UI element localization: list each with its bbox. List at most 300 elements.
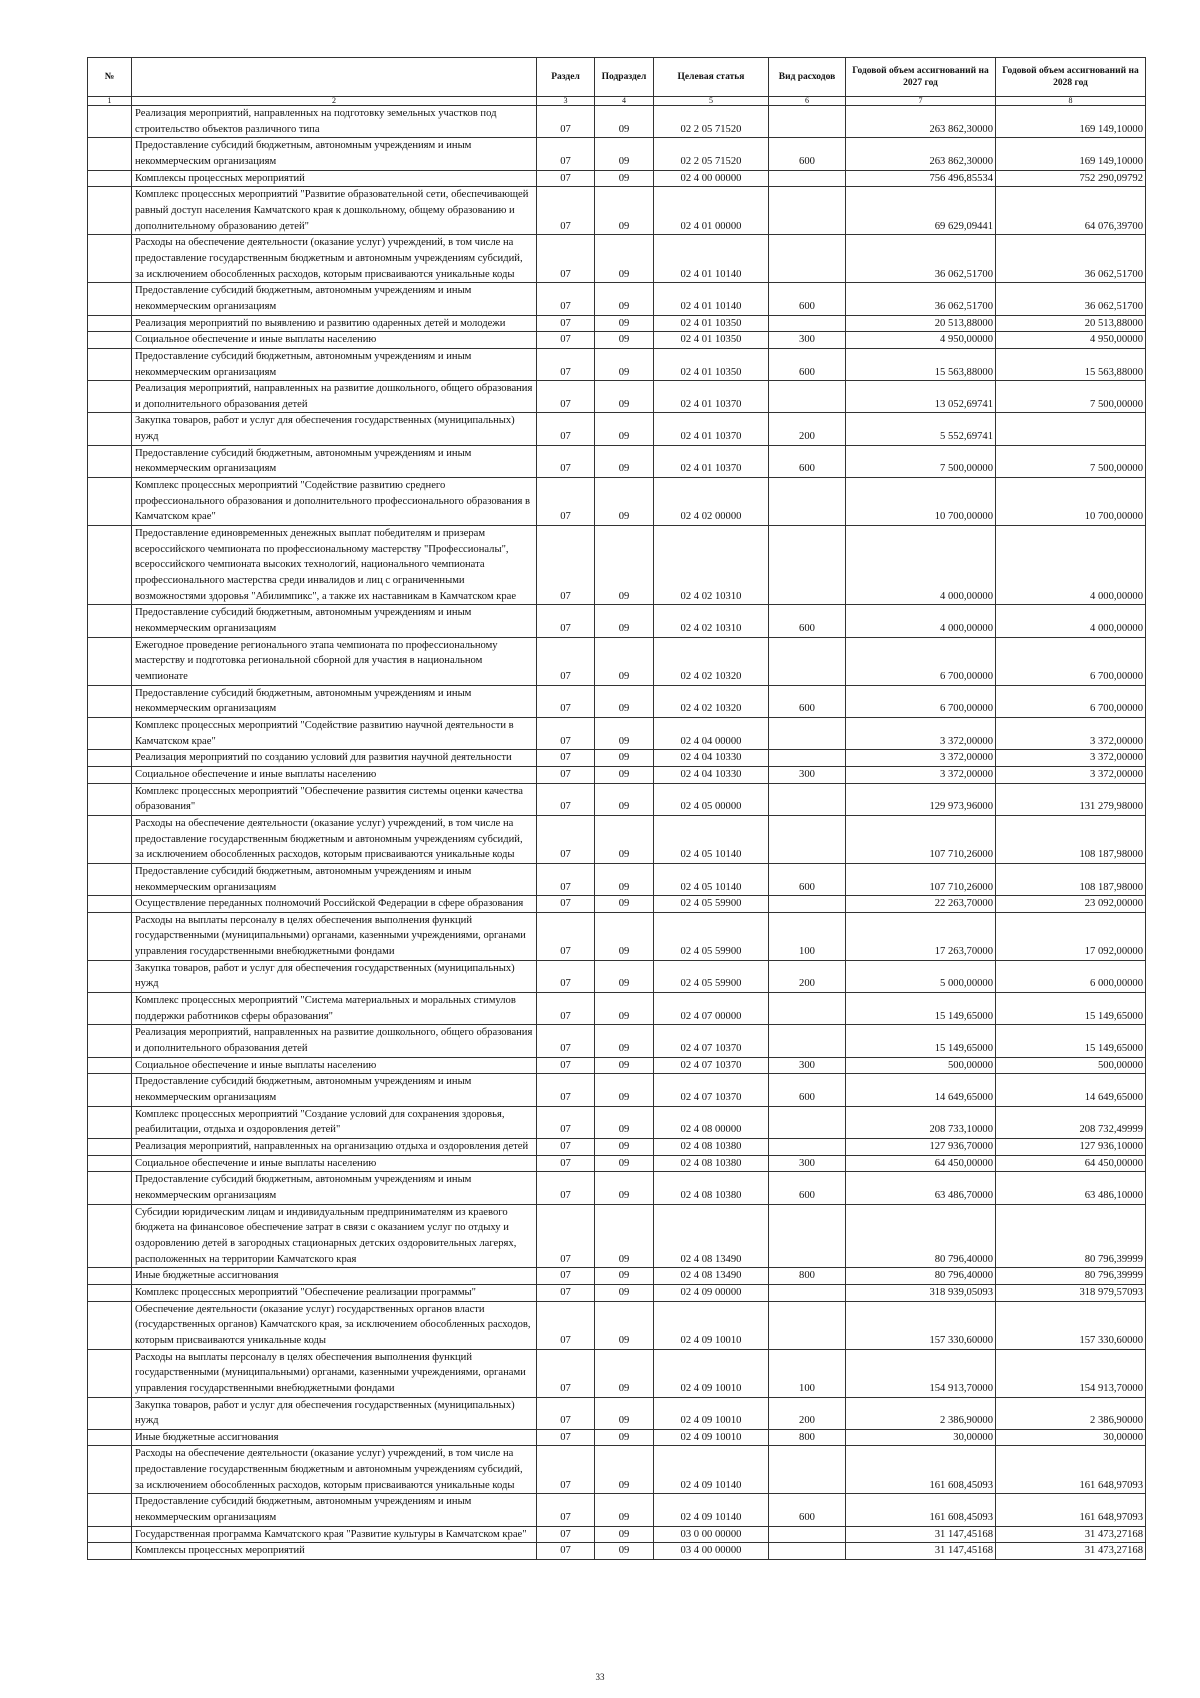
cell-target-article: 02 4 08 10380 — [654, 1139, 769, 1156]
cell-volume-2027: 3 372,00000 — [846, 766, 996, 783]
cell-volume-2027: 17 263,70000 — [846, 912, 996, 960]
cell-target-article: 02 4 01 10370 — [654, 445, 769, 477]
cell-target-article: 02 4 09 10010 — [654, 1301, 769, 1349]
cell-expense-type: 200 — [769, 1397, 846, 1429]
cell-number — [88, 1025, 132, 1057]
cell-volume-2027: 63 486,70000 — [846, 1172, 996, 1204]
cell-volume-2027: 4 000,00000 — [846, 605, 996, 637]
cell-razdel: 07 — [537, 863, 595, 895]
cell-expense-type — [769, 1025, 846, 1057]
cell-podrazdel: 09 — [595, 1155, 654, 1172]
cell-volume-2027: 5 552,69741 — [846, 413, 996, 445]
cell-number — [88, 445, 132, 477]
cell-volume-2028: 108 187,98000 — [996, 863, 1146, 895]
cell-razdel: 07 — [537, 1446, 595, 1494]
cell-volume-2027: 107 710,26000 — [846, 815, 996, 863]
cell-volume-2028: 169 149,10000 — [996, 106, 1146, 138]
cell-volume-2028: 169 149,10000 — [996, 138, 1146, 170]
cell-target-article: 02 4 01 10140 — [654, 283, 769, 315]
cell-volume-2027: 31 147,45168 — [846, 1526, 996, 1543]
cell-expense-type: 300 — [769, 1057, 846, 1074]
cell-podrazdel: 09 — [595, 912, 654, 960]
table-row — [88, 685, 1146, 717]
cell-name: Комплексы процессных мероприятий — [132, 170, 537, 187]
cell-name: Закупка товаров, работ и услуг для обеспечения государственных (муниципальных) нужд — [132, 413, 537, 445]
cell-number — [88, 332, 132, 349]
cell-volume-2027: 7 500,00000 — [846, 445, 996, 477]
cell-volume-2028: 30,00000 — [996, 1429, 1146, 1446]
table-row — [88, 235, 1146, 283]
cell-name: Предоставление субсидий бюджетным, автономным учреждениям и иным некоммерческим организациям — [132, 348, 537, 380]
table-header-row — [88, 58, 1146, 97]
cell-number — [88, 605, 132, 637]
cell-number — [88, 637, 132, 685]
cell-name: Предоставление субсидий бюджетным, автономным учреждениям и иным некоммерческим организациям — [132, 283, 537, 315]
cell-number — [88, 896, 132, 913]
cell-razdel: 07 — [537, 170, 595, 187]
cell-volume-2027: 129 973,96000 — [846, 783, 996, 815]
table-row — [88, 1025, 1146, 1057]
cell-razdel: 07 — [537, 315, 595, 332]
cell-podrazdel: 09 — [595, 1429, 654, 1446]
cell-podrazdel: 09 — [595, 605, 654, 637]
cell-number — [88, 478, 132, 526]
cell-expense-type — [769, 381, 846, 413]
header-volume-2027: Годовой объем ассигнований на 2027 год — [846, 58, 996, 97]
cell-name: Обеспечение деятельности (оказание услуг) государственных органов власти (государственных органов) Камчатского края, за исключением обособленных расходов, которым присваиваются уникальные коды — [132, 1301, 537, 1349]
cell-volume-2028: 36 062,51700 — [996, 235, 1146, 283]
cell-volume-2028: 318 979,57093 — [996, 1284, 1146, 1301]
cell-razdel: 07 — [537, 993, 595, 1025]
cell-expense-type: 600 — [769, 1494, 846, 1526]
table-row — [88, 993, 1146, 1025]
cell-target-article: 02 4 07 10370 — [654, 1057, 769, 1074]
cell-podrazdel: 09 — [595, 685, 654, 717]
cell-podrazdel: 09 — [595, 283, 654, 315]
header-volume-2028: Годовой объем ассигнований на 2028 год — [996, 58, 1146, 97]
column-number: 8 — [996, 97, 1146, 106]
cell-volume-2028: 4 000,00000 — [996, 526, 1146, 605]
cell-target-article: 02 2 05 71520 — [654, 138, 769, 170]
cell-number — [88, 1349, 132, 1397]
cell-volume-2028: 6 000,00000 — [996, 960, 1146, 992]
cell-razdel: 07 — [537, 912, 595, 960]
table-row — [88, 1397, 1146, 1429]
cell-expense-type: 600 — [769, 1074, 846, 1106]
budget-table-sheet — [87, 57, 1146, 1560]
cell-podrazdel: 09 — [595, 1139, 654, 1156]
cell-podrazdel: 09 — [595, 1172, 654, 1204]
cell-volume-2027: 15 149,65000 — [846, 993, 996, 1025]
cell-razdel: 07 — [537, 1106, 595, 1138]
table-row — [88, 637, 1146, 685]
cell-name: Расходы на выплаты персоналу в целях обеспечения выполнения функций государственными (муниципальными) органами, казенными учреждениями, органами управления государственными внебюджетными фондами — [132, 912, 537, 960]
cell-target-article: 02 4 02 10320 — [654, 685, 769, 717]
column-number: 4 — [595, 97, 654, 106]
cell-number — [88, 1268, 132, 1285]
cell-podrazdel: 09 — [595, 1025, 654, 1057]
cell-volume-2028: 154 913,70000 — [996, 1349, 1146, 1397]
cell-target-article: 02 4 02 10320 — [654, 637, 769, 685]
cell-podrazdel: 09 — [595, 478, 654, 526]
cell-name: Комплекс процессных мероприятий "Обеспечение развития системы оценки качества образования" — [132, 783, 537, 815]
cell-razdel: 07 — [537, 750, 595, 767]
cell-razdel: 07 — [537, 138, 595, 170]
table-row — [88, 348, 1146, 380]
cell-volume-2028: 15 149,65000 — [996, 993, 1146, 1025]
cell-volume-2028: 500,00000 — [996, 1057, 1146, 1074]
cell-razdel: 07 — [537, 1526, 595, 1543]
cell-volume-2028: 64 450,00000 — [996, 1155, 1146, 1172]
cell-expense-type — [769, 750, 846, 767]
cell-razdel: 07 — [537, 1057, 595, 1074]
cell-expense-type — [769, 1204, 846, 1268]
cell-razdel: 07 — [537, 445, 595, 477]
cell-podrazdel: 09 — [595, 413, 654, 445]
cell-razdel: 07 — [537, 685, 595, 717]
cell-volume-2028: 23 092,00000 — [996, 896, 1146, 913]
cell-podrazdel: 09 — [595, 187, 654, 235]
page-number: 33 — [595, 1672, 605, 1682]
cell-podrazdel: 09 — [595, 332, 654, 349]
cell-razdel: 07 — [537, 1172, 595, 1204]
cell-volume-2028: 161 648,97093 — [996, 1494, 1146, 1526]
cell-volume-2027: 10 700,00000 — [846, 478, 996, 526]
cell-number — [88, 766, 132, 783]
cell-volume-2028: 3 372,00000 — [996, 750, 1146, 767]
cell-podrazdel: 09 — [595, 106, 654, 138]
table-row — [88, 960, 1146, 992]
cell-volume-2028: 15 149,65000 — [996, 1025, 1146, 1057]
cell-volume-2027: 6 700,00000 — [846, 637, 996, 685]
cell-target-article: 02 4 05 59900 — [654, 960, 769, 992]
cell-podrazdel: 09 — [595, 170, 654, 187]
cell-expense-type — [769, 1284, 846, 1301]
cell-target-article: 02 4 01 00000 — [654, 187, 769, 235]
cell-volume-2027: 64 450,00000 — [846, 1155, 996, 1172]
cell-podrazdel: 09 — [595, 1543, 654, 1560]
cell-number — [88, 717, 132, 749]
cell-expense-type: 600 — [769, 605, 846, 637]
header-expense-type: Вид расходов — [769, 58, 846, 97]
cell-expense-type: 100 — [769, 912, 846, 960]
cell-number — [88, 106, 132, 138]
cell-number — [88, 315, 132, 332]
cell-name: Иные бюджетные ассигнования — [132, 1429, 537, 1446]
cell-target-article: 02 4 02 10310 — [654, 605, 769, 637]
cell-target-article: 02 4 07 00000 — [654, 993, 769, 1025]
cell-name: Предоставление субсидий бюджетным, автономным учреждениям и иным некоммерческим организациям — [132, 1172, 537, 1204]
cell-number — [88, 1139, 132, 1156]
cell-volume-2028: 10 700,00000 — [996, 478, 1146, 526]
cell-razdel: 07 — [537, 1204, 595, 1268]
cell-number — [88, 1446, 132, 1494]
cell-number — [88, 235, 132, 283]
table-row — [88, 332, 1146, 349]
cell-target-article: 02 4 05 10140 — [654, 815, 769, 863]
cell-volume-2028: 161 648,97093 — [996, 1446, 1146, 1494]
table-row — [88, 526, 1146, 605]
table-row — [88, 605, 1146, 637]
cell-volume-2027: 15 149,65000 — [846, 1025, 996, 1057]
cell-podrazdel: 09 — [595, 993, 654, 1025]
cell-podrazdel: 09 — [595, 315, 654, 332]
cell-number — [88, 685, 132, 717]
cell-target-article: 02 2 05 71520 — [654, 106, 769, 138]
cell-razdel: 07 — [537, 478, 595, 526]
cell-name: Комплекс процессных мероприятий "Развитие образовательной сети, обеспечивающей равный доступ населения Камчатского края к дошкольному, общему образованию и дополнительному образованию детей" — [132, 187, 537, 235]
cell-number — [88, 1494, 132, 1526]
cell-volume-2027: 3 372,00000 — [846, 717, 996, 749]
cell-target-article: 02 4 01 10370 — [654, 381, 769, 413]
cell-razdel: 07 — [537, 1494, 595, 1526]
cell-razdel: 07 — [537, 605, 595, 637]
cell-expense-type: 600 — [769, 283, 846, 315]
cell-number — [88, 138, 132, 170]
cell-volume-2027: 161 608,45093 — [846, 1494, 996, 1526]
cell-target-article: 03 0 00 00000 — [654, 1526, 769, 1543]
cell-expense-type: 600 — [769, 685, 846, 717]
cell-volume-2028: 3 372,00000 — [996, 717, 1146, 749]
cell-razdel: 07 — [537, 413, 595, 445]
cell-name: Социальное обеспечение и иные выплаты населению — [132, 766, 537, 783]
cell-volume-2028: 31 473,27168 — [996, 1526, 1146, 1543]
cell-volume-2027: 31 147,45168 — [846, 1543, 996, 1560]
cell-number — [88, 381, 132, 413]
cell-target-article: 02 4 04 00000 — [654, 717, 769, 749]
cell-volume-2028: 752 290,09792 — [996, 170, 1146, 187]
cell-expense-type — [769, 478, 846, 526]
cell-volume-2028: 3 372,00000 — [996, 766, 1146, 783]
cell-podrazdel: 09 — [595, 717, 654, 749]
cell-razdel: 07 — [537, 1268, 595, 1285]
cell-volume-2027: 500,00000 — [846, 1057, 996, 1074]
cell-expense-type: 600 — [769, 445, 846, 477]
table-row — [88, 896, 1146, 913]
cell-name: Расходы на обеспечение деятельности (оказание услуг) учреждений, в том числе на предоставление государственным бюджетным и автономным учреждениям субсидий, за исключением обособленных расходов, которым присваиваются уникальные коды — [132, 1446, 537, 1494]
cell-target-article: 02 4 01 10370 — [654, 413, 769, 445]
cell-volume-2028: 6 700,00000 — [996, 685, 1146, 717]
cell-number — [88, 1526, 132, 1543]
cell-number — [88, 1155, 132, 1172]
cell-name: Ежегодное проведение регионального этапа чемпионата по профессиональному мастерству и подготовка региональной сборной для участия в национальном чемпионате — [132, 637, 537, 685]
table-row — [88, 912, 1146, 960]
cell-volume-2027: 318 939,05093 — [846, 1284, 996, 1301]
cell-volume-2027: 263 862,30000 — [846, 106, 996, 138]
cell-target-article: 02 4 01 10350 — [654, 348, 769, 380]
cell-target-article: 02 4 09 10140 — [654, 1446, 769, 1494]
cell-target-article: 02 4 09 00000 — [654, 1284, 769, 1301]
cell-volume-2027: 13 052,69741 — [846, 381, 996, 413]
cell-name: Реализация мероприятий по созданию условий для развития научной деятельности — [132, 750, 537, 767]
cell-podrazdel: 09 — [595, 445, 654, 477]
cell-podrazdel: 09 — [595, 138, 654, 170]
cell-name: Комплекс процессных мероприятий "Система материальных и моральных стимулов поддержки работников сферы образования" — [132, 993, 537, 1025]
cell-volume-2027: 80 796,40000 — [846, 1268, 996, 1285]
cell-razdel: 07 — [537, 381, 595, 413]
cell-expense-type: 600 — [769, 1172, 846, 1204]
cell-name: Государственная программа Камчатского края "Развитие культуры в Камчатском крае" — [132, 1526, 537, 1543]
cell-expense-type — [769, 637, 846, 685]
cell-expense-type — [769, 1526, 846, 1543]
cell-podrazdel: 09 — [595, 1284, 654, 1301]
cell-volume-2028: 7 500,00000 — [996, 445, 1146, 477]
table-row — [88, 863, 1146, 895]
cell-volume-2027: 69 629,09441 — [846, 187, 996, 235]
cell-target-article: 02 4 01 10350 — [654, 315, 769, 332]
table-row — [88, 1284, 1146, 1301]
cell-name: Комплекс процессных мероприятий "Содействие развитию среднего профессионального образования и дополнительного профессионального образования в Камчатском крае" — [132, 478, 537, 526]
cell-razdel: 07 — [537, 1025, 595, 1057]
cell-volume-2028: 14 649,65000 — [996, 1074, 1146, 1106]
cell-target-article: 02 4 07 10370 — [654, 1025, 769, 1057]
cell-name: Предоставление субсидий бюджетным, автономным учреждениям и иным некоммерческим организациям — [132, 138, 537, 170]
cell-target-article: 02 4 08 10380 — [654, 1172, 769, 1204]
cell-razdel: 07 — [537, 717, 595, 749]
cell-name: Комплексы процессных мероприятий — [132, 1543, 537, 1560]
cell-razdel: 07 — [537, 960, 595, 992]
table-row — [88, 717, 1146, 749]
cell-podrazdel: 09 — [595, 815, 654, 863]
cell-razdel: 07 — [537, 235, 595, 283]
cell-expense-type — [769, 896, 846, 913]
cell-volume-2028: 6 700,00000 — [996, 637, 1146, 685]
cell-name: Закупка товаров, работ и услуг для обеспечения государственных (муниципальных) нужд — [132, 960, 537, 992]
cell-expense-type: 300 — [769, 1155, 846, 1172]
table-row — [88, 1429, 1146, 1446]
cell-number — [88, 993, 132, 1025]
cell-podrazdel: 09 — [595, 783, 654, 815]
cell-name: Предоставление субсидий бюджетным, автономным учреждениям и иным некоммерческим организациям — [132, 605, 537, 637]
cell-volume-2027: 208 733,10000 — [846, 1106, 996, 1138]
table-row — [88, 750, 1146, 767]
cell-number — [88, 750, 132, 767]
table-row — [88, 283, 1146, 315]
cell-target-article: 02 4 08 00000 — [654, 1106, 769, 1138]
cell-razdel: 07 — [537, 332, 595, 349]
cell-number — [88, 1397, 132, 1429]
cell-number — [88, 1301, 132, 1349]
cell-expense-type — [769, 526, 846, 605]
cell-target-article: 02 4 09 10010 — [654, 1349, 769, 1397]
table-row — [88, 413, 1146, 445]
cell-expense-type: 300 — [769, 766, 846, 783]
cell-expense-type: 100 — [769, 1349, 846, 1397]
cell-razdel: 07 — [537, 766, 595, 783]
cell-volume-2028: 80 796,39999 — [996, 1268, 1146, 1285]
cell-target-article: 02 4 08 10380 — [654, 1155, 769, 1172]
cell-name: Расходы на обеспечение деятельности (оказание услуг) учреждений, в том числе на предоставление государственным бюджетным и автономным учреждениям субсидий, за исключением обособленных расходов, которым присваиваются уникальные коды — [132, 235, 537, 283]
cell-expense-type — [769, 783, 846, 815]
cell-volume-2027: 756 496,85534 — [846, 170, 996, 187]
cell-volume-2028: 31 473,27168 — [996, 1543, 1146, 1560]
cell-podrazdel: 09 — [595, 1494, 654, 1526]
cell-razdel: 07 — [537, 1349, 595, 1397]
header-podrazdel: Подраздел — [595, 58, 654, 97]
cell-target-article: 02 4 09 10010 — [654, 1397, 769, 1429]
cell-volume-2027: 20 513,88000 — [846, 315, 996, 332]
cell-expense-type — [769, 187, 846, 235]
cell-podrazdel: 09 — [595, 1268, 654, 1285]
cell-volume-2027: 4 950,00000 — [846, 332, 996, 349]
table-row — [88, 1057, 1146, 1074]
table-row — [88, 1172, 1146, 1204]
table-row — [88, 1526, 1146, 1543]
cell-razdel: 07 — [537, 1074, 595, 1106]
cell-number — [88, 348, 132, 380]
cell-number — [88, 1429, 132, 1446]
cell-target-article: 02 4 01 10350 — [654, 332, 769, 349]
cell-number — [88, 283, 132, 315]
cell-name: Комплекс процессных мероприятий "Обеспечение реализации программы" — [132, 1284, 537, 1301]
cell-name: Предоставление субсидий бюджетным, автономным учреждениям и иным некоммерческим организациям — [132, 685, 537, 717]
cell-name: Расходы на обеспечение деятельности (оказание услуг) учреждений, в том числе на предоставление государственным бюджетным и автономным учреждениям субсидий, за исключением обособленных расходов, которым присваиваются уникальные коды — [132, 815, 537, 863]
cell-name: Предоставление субсидий бюджетным, автономным учреждениям и иным некоммерческим организациям — [132, 1074, 537, 1106]
cell-number — [88, 1106, 132, 1138]
table-row — [88, 783, 1146, 815]
cell-target-article: 02 4 00 00000 — [654, 170, 769, 187]
cell-podrazdel: 09 — [595, 1301, 654, 1349]
cell-volume-2028: 131 279,98000 — [996, 783, 1146, 815]
cell-volume-2028: 36 062,51700 — [996, 283, 1146, 315]
cell-razdel: 07 — [537, 348, 595, 380]
cell-podrazdel: 09 — [595, 1397, 654, 1429]
table-row — [88, 1543, 1146, 1560]
cell-target-article: 02 4 04 10330 — [654, 750, 769, 767]
cell-volume-2027: 80 796,40000 — [846, 1204, 996, 1268]
cell-name: Предоставление единовременных денежных выплат победителям и призерам всероссийского чемпионата по профессиональному мастерству "Профессионалы", всероссийского чемпионата высоких технологий, национального чемпионата профессионального мастерства среди инвалидов и лиц с ограниченными возможностями здоровья "Абилимпикс", а также их наставникам в Камчатском крае — [132, 526, 537, 605]
cell-volume-2028: 208 732,49999 — [996, 1106, 1146, 1138]
cell-expense-type — [769, 815, 846, 863]
cell-razdel: 07 — [537, 187, 595, 235]
cell-volume-2027: 30,00000 — [846, 1429, 996, 1446]
table-row — [88, 381, 1146, 413]
table-row — [88, 1446, 1146, 1494]
cell-target-article: 02 4 02 10310 — [654, 526, 769, 605]
cell-volume-2028: 7 500,00000 — [996, 381, 1146, 413]
cell-volume-2027: 3 372,00000 — [846, 750, 996, 767]
cell-razdel: 07 — [537, 783, 595, 815]
cell-razdel: 07 — [537, 283, 595, 315]
cell-podrazdel: 09 — [595, 863, 654, 895]
cell-volume-2027: 36 062,51700 — [846, 235, 996, 283]
cell-volume-2027: 14 649,65000 — [846, 1074, 996, 1106]
cell-name: Социальное обеспечение и иные выплаты населению — [132, 1057, 537, 1074]
table-body — [88, 106, 1146, 1560]
table-row — [88, 766, 1146, 783]
cell-razdel: 07 — [537, 1543, 595, 1560]
cell-name: Комплекс процессных мероприятий "Содействие развитию научной деятельности в Камчатском крае" — [132, 717, 537, 749]
cell-podrazdel: 09 — [595, 960, 654, 992]
cell-number — [88, 1543, 132, 1560]
cell-podrazdel: 09 — [595, 766, 654, 783]
cell-volume-2027: 154 913,70000 — [846, 1349, 996, 1397]
cell-expense-type — [769, 235, 846, 283]
cell-expense-type — [769, 1139, 846, 1156]
cell-podrazdel: 09 — [595, 1057, 654, 1074]
cell-podrazdel: 09 — [595, 637, 654, 685]
cell-volume-2027: 4 000,00000 — [846, 526, 996, 605]
cell-volume-2027: 15 563,88000 — [846, 348, 996, 380]
table-row — [88, 815, 1146, 863]
cell-target-article: 02 4 01 10140 — [654, 235, 769, 283]
cell-expense-type: 600 — [769, 863, 846, 895]
cell-target-article: 02 4 08 13490 — [654, 1204, 769, 1268]
cell-number — [88, 1057, 132, 1074]
cell-target-article: 02 4 05 10140 — [654, 863, 769, 895]
cell-name: Социальное обеспечение и иные выплаты населению — [132, 332, 537, 349]
cell-volume-2027: 5 000,00000 — [846, 960, 996, 992]
